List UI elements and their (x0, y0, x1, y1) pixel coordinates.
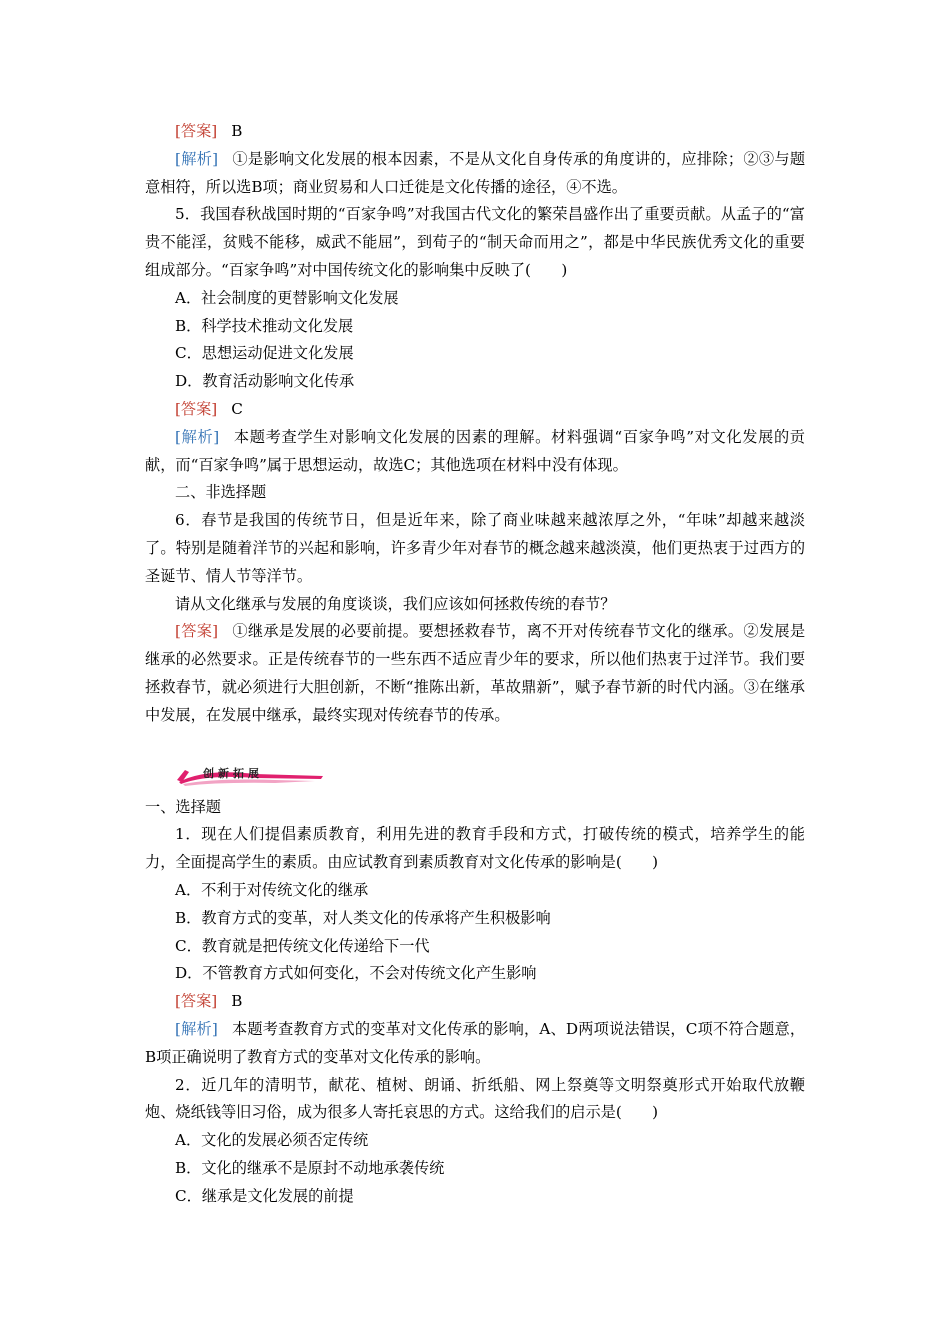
answer-paragraph (145, 618, 805, 729)
answer-value: C (231, 399, 243, 418)
answer-line (145, 988, 805, 1016)
option-b: B．文化的继承不是原封不动地承袭传统 (175, 1158, 445, 1177)
banner-label: 创新拓展 (203, 766, 263, 780)
answer-tag: [答案] (175, 992, 218, 1011)
analysis-tag: [解析] (175, 149, 219, 168)
analysis-tag: [解析] (175, 1019, 218, 1038)
question-6-prompt: 请从文化继承与发展的角度谈谈，我们应该如何拯救传统的春节？ (175, 594, 616, 613)
option-b: B．教育方式的变革，对人类文化的传承将产生积极影响 (175, 908, 551, 927)
analysis-paragraph (145, 1016, 805, 1072)
option-d: D．不管教育方式如何变化，不会对传统文化产生影响 (175, 964, 537, 983)
analysis-text: ①是影响文化发展的根本因素，不是从文化自身传承的角度讲的，应排除；②③与题意相符，所以选B项；商业贸易和人口迁徙是文化传播的途径，④不选。 (145, 149, 806, 196)
answer-text: ①继承是发展的必要前提。要想拯救春节，离不开对传统春节文化的继承。②发展是继承的必然要求。正是传统春节的一些东西不适应青少年的要求，所以他们热衷于过洋节。我们要拯救春节，就必须进行大胆创新，不断“推陈出新，革故鼎新”，赋予春节新的时代内涵。③在继承中发展，在发展中继承，最终实现对传统春节的传承。 (145, 622, 806, 724)
question-2: 2．近几年的清明节，献花、植树、朗诵、折纸船、网上祭奠等文明祭奠形式开始取代放鞭炮、烧纸钱等旧习俗，成为很多人寄托哀思的方式。这给我们的启示是( ) (145, 1075, 805, 1122)
analysis-text: 本题考查教育方式的变革对文化传承的影响，A、D两项说法错误，C项不符合题意，B项正确说明了教育方式的变革对文化传承的影响。 (145, 1019, 806, 1066)
question-5: 5．我国春秋战国时期的“百家争鸣”对我国古代文化的繁荣昌盛作出了重要贡献。从孟子的“富贵不能淫，贫贱不能移，威武不能屈”，到荀子的“制天命而用之”，都是中华民族优秀文化的重要组成部分。“百家争鸣”对中国传统文化的影响集中反映了( ) (145, 205, 805, 279)
section-banner (175, 760, 805, 790)
option-c: C．继承是文化发展的前提 (175, 1186, 354, 1205)
answer-value: B (231, 992, 243, 1011)
option-a: A．社会制度的更替影响文化发展 (175, 288, 399, 307)
answer-value: B (231, 122, 243, 140)
answer-line (145, 118, 805, 146)
section-heading: 二、非选择题 (175, 483, 267, 502)
document-page (145, 118, 805, 1210)
answer-line (145, 396, 805, 424)
option-a: A．文化的发展必须否定传统 (175, 1131, 369, 1150)
option-b: B．科学技术推动文化发展 (175, 316, 354, 335)
answer-tag: [答案] (175, 622, 219, 641)
option-d: D．教育活动影响文化传承 (175, 372, 355, 391)
option-c: C．思想运动促进文化发展 (175, 344, 354, 363)
answer-tag: [答案] (175, 399, 218, 418)
option-c: C．教育就是把传统文化传递给下一代 (175, 936, 430, 955)
answer-tag: [答案] (175, 122, 218, 140)
section-heading: 一、选择题 (145, 797, 221, 816)
question-1: 1．现在人们提倡素质教育，利用先进的教育手段和方式，打破传统的模式，培养学生的能力，全面提高学生的素质。由应试教育到素质教育对文化传承的影响是( ) (145, 825, 805, 872)
option-a: A．不利于对传统文化的继承 (175, 880, 369, 899)
analysis-paragraph (145, 146, 805, 202)
analysis-text: 本题考查学生对影响文化发展的因素的理解。材料强调“百家争鸣”对文化发展的贡献，而“百家争鸣”属于思想运动，故选C；其他选项在材料中没有体现。 (145, 427, 805, 474)
question-6: 6．春节是我国的传统节日，但是近年来，除了商业味越来越浓厚之外，“年味”却越来越淡了。特别是随着洋节的兴起和影响，许多青少年对春节的概念越来越淡漠，他们更热衷于过西方的圣诞节、情人节等洋节。 (145, 511, 805, 585)
analysis-paragraph (145, 424, 805, 480)
analysis-tag: [解析] (175, 427, 220, 446)
